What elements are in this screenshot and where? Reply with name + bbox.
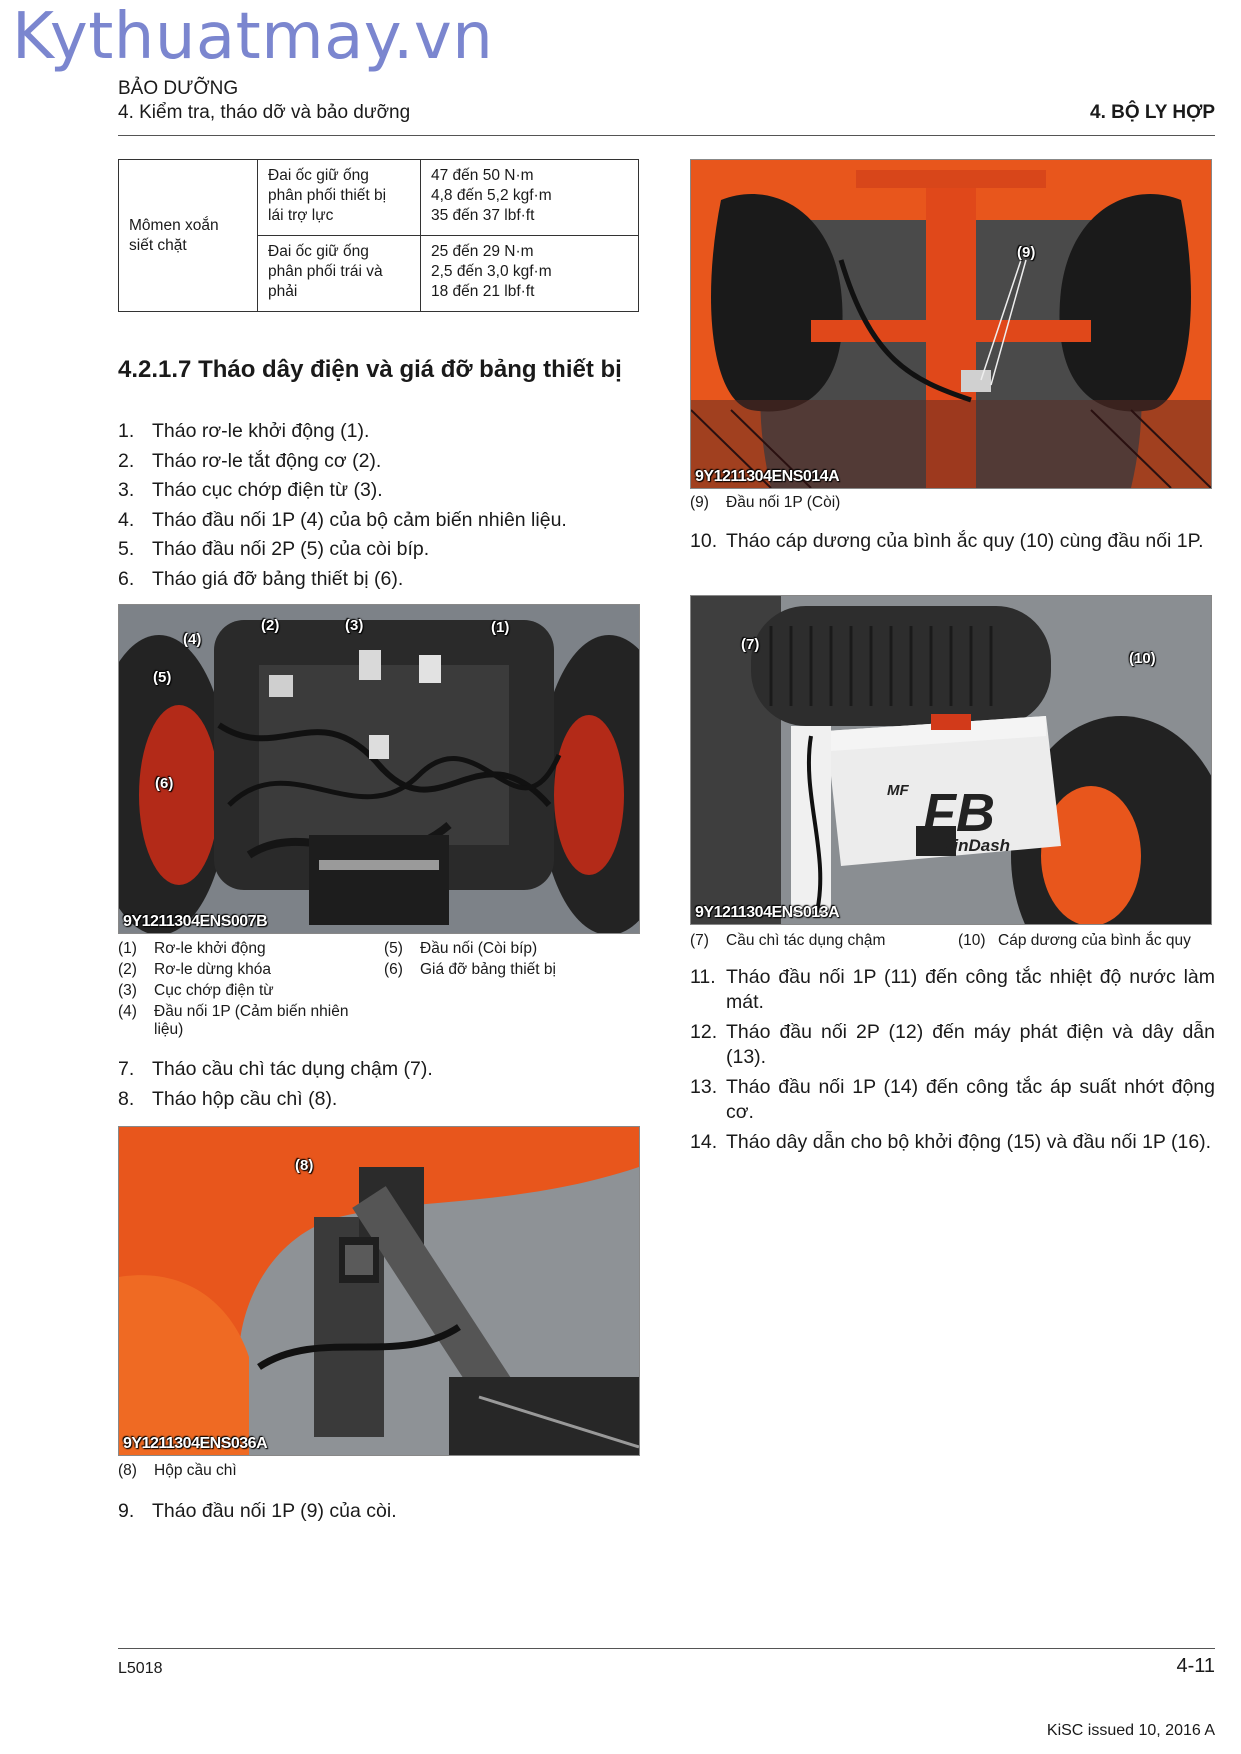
list-item [690, 1020, 1215, 1070]
torque-value: 47 đến 50 N·m 4,8 đến 5,2 kgf·m 35 đến 37 lbf·ft [421, 160, 639, 236]
step-number: 9. [118, 1500, 135, 1522]
step-number: 7. [118, 1058, 135, 1080]
legend-number: (6) [384, 961, 403, 978]
legend-number: (1) [118, 940, 137, 957]
battery-model-label: FinDash [943, 836, 1011, 855]
legend-item [118, 1462, 518, 1483]
step-text: Tháo cầu chì tác dụng chậm (7). [152, 1058, 433, 1080]
figure-legend [118, 940, 378, 1045]
torque-part: Đai ốc giữ ống phân phối trái và phải [258, 236, 421, 312]
step-number: 5. [118, 538, 135, 560]
legend-item [118, 982, 378, 1003]
step-text: Tháo đầu nối 1P (9) của còi. [152, 1500, 397, 1522]
figure-code: 9Y1211304ENS007B [123, 913, 268, 930]
step-number: 6. [118, 567, 135, 590]
step-text: Tháo đầu nối 1P (11) đến công tắc nhiệt độ nước làm mát. [726, 966, 1215, 1013]
step-text: Tháo đầu nối 1P (14) đến công tắc áp suất nhớt động cơ. [726, 1076, 1215, 1123]
step-text: Tháo cục chớp điện từ (3). [152, 479, 383, 501]
legend-item [118, 961, 378, 982]
horn-connector-photo [690, 159, 1212, 489]
photo-marker: (6) [155, 775, 174, 792]
legend-item [118, 940, 378, 961]
battery-brand-logo: FB [923, 783, 995, 843]
figure-legend [690, 494, 1090, 515]
torque-part: Đai ốc giữ ống phân phối thiết bị lái trợ lực [258, 160, 421, 236]
legend-number: (5) [384, 940, 403, 957]
list-item [690, 529, 1215, 554]
step-number: 10. [690, 530, 718, 552]
list-item [690, 965, 1215, 1015]
photo-marker: (3) [345, 617, 364, 634]
footer-divider [118, 1648, 1215, 1649]
figure-legend [384, 940, 634, 982]
photo-marker: (8) [295, 1157, 314, 1174]
figure-legend [690, 932, 950, 953]
legend-item [384, 961, 634, 982]
photo-marker: (9) [1017, 244, 1036, 261]
figure-legend [958, 932, 1213, 953]
legend-text: Đầu nối (Còi bíp) [420, 940, 538, 957]
step-number: 2. [118, 449, 135, 472]
figure-legend [118, 1462, 518, 1483]
watermark: Kythuatmay.vn [12, 0, 494, 74]
photo-marker: (7) [741, 636, 760, 653]
legend-text: Hộp cầu chì [154, 1462, 237, 1479]
page-number: 4-11 [1176, 1655, 1215, 1677]
step-number: 12. [690, 1021, 718, 1043]
step-text: Tháo dây dẫn cho bộ khởi động (15) và đầu nối 1P (16). [726, 1131, 1212, 1153]
step-text: Tháo đầu nối 2P (5) của còi bíp. [152, 538, 430, 560]
legend-item [118, 1003, 378, 1045]
legend-text: Đầu nối 1P (Cảm biến nhiên liệu) [154, 1003, 349, 1038]
legend-text: Rơ-le dừng khóa [154, 961, 272, 978]
footer-model: L5018 [118, 1660, 163, 1677]
torque-value: 25 đến 29 N·m 2,5 đến 3,0 kgf·m 18 đến 21 lbf·ft [421, 236, 639, 312]
legend-item [958, 932, 1213, 953]
step-text: Tháo hộp cầu chì (8). [152, 1087, 338, 1110]
photo-marker: (4) [183, 631, 202, 648]
legend-text: Giá đỡ bảng thiết bị [420, 961, 556, 978]
steps-list-e [690, 965, 1215, 1160]
torque-label: Mômen xoắn siết chặt [119, 160, 258, 312]
list-item [118, 568, 658, 598]
steps-list-b [118, 1058, 658, 1117]
step-text: Tháo giá đỡ bảng thiết bị (6). [152, 567, 404, 590]
step-number: 3. [118, 479, 135, 501]
torque-table [118, 159, 639, 312]
list-item [118, 538, 658, 568]
list-item [690, 1130, 1215, 1155]
list-item [118, 450, 658, 480]
footer-issue: KiSC issued 10, 2016 A [1046, 1722, 1215, 1739]
figure-code: 9Y1211304ENS014A [695, 468, 840, 485]
header-chapter: 4. BỘ LY HỢP [1090, 102, 1215, 123]
steps-list-c [118, 1500, 658, 1530]
photo-marker: (10) [1129, 650, 1156, 667]
step-number: 14. [690, 1131, 718, 1153]
steps-list-a [118, 420, 658, 597]
photo-marker: (1) [491, 619, 510, 636]
figure-code: 9Y1211304ENS013A [695, 904, 840, 921]
legend-number: (7) [690, 932, 709, 949]
legend-item [384, 940, 634, 961]
figure-code: 9Y1211304ENS036A [123, 1435, 268, 1452]
legend-text: Đầu nối 1P (Còi) [726, 494, 841, 511]
legend-number: (10) [958, 932, 986, 949]
list-item [118, 420, 658, 450]
step-number: 11. [690, 966, 716, 988]
list-item [118, 509, 658, 539]
step-text: Tháo cáp dương của bình ắc quy (10) cùng đầu nối 1P. [726, 530, 1204, 552]
list-item [118, 1058, 658, 1088]
step-text: Tháo rơ-le tắt động cơ (2). [152, 449, 382, 472]
header-divider [118, 135, 1215, 136]
legend-text: Rơ-le khởi động [154, 940, 266, 957]
legend-number: (8) [118, 1462, 137, 1479]
step-number: 8. [118, 1087, 135, 1110]
legend-text: Cục chớp điện từ [154, 982, 274, 999]
step-number: 13. [690, 1076, 718, 1098]
list-item [690, 1075, 1215, 1125]
legend-text: Cầu chì tác dụng chậm [726, 932, 886, 949]
wiring-photo [118, 604, 640, 934]
legend-item [690, 932, 950, 953]
step-number: 4. [118, 508, 135, 531]
list-item [118, 1088, 658, 1118]
legend-text: Cáp dương của bình ắc quy [998, 932, 1191, 949]
section-title: 4.2.1.7 Tháo dây điện và giá đỡ bảng thiết bị [118, 356, 622, 383]
battery-photo [690, 595, 1212, 925]
photo-marker: (2) [261, 617, 280, 634]
list-item [118, 1500, 658, 1530]
fuse-box-photo [118, 1126, 640, 1456]
list-item [118, 479, 658, 509]
legend-number: (2) [118, 961, 137, 978]
step-text: Tháo đầu nối 1P (4) của bộ cảm biến nhiên liệu. [152, 508, 567, 531]
step-number: 1. [118, 420, 135, 442]
header-section: BẢO DƯỠNG [118, 78, 239, 99]
photo-marker: (5) [153, 669, 172, 686]
header-subsection: 4. Kiểm tra, tháo dỡ và bảo dưỡng [118, 102, 411, 123]
step-text: Tháo rơ-le khởi động (1). [152, 420, 370, 442]
legend-number: (9) [690, 494, 709, 511]
battery-mf-label: MF [887, 782, 909, 799]
step-text: Tháo đầu nối 2P (12) đến máy phát điện và dây dẫn (13). [726, 1021, 1215, 1068]
legend-item [690, 494, 1090, 515]
legend-number: (4) [118, 1003, 137, 1020]
steps-list-d [690, 529, 1215, 559]
legend-number: (3) [118, 982, 137, 999]
